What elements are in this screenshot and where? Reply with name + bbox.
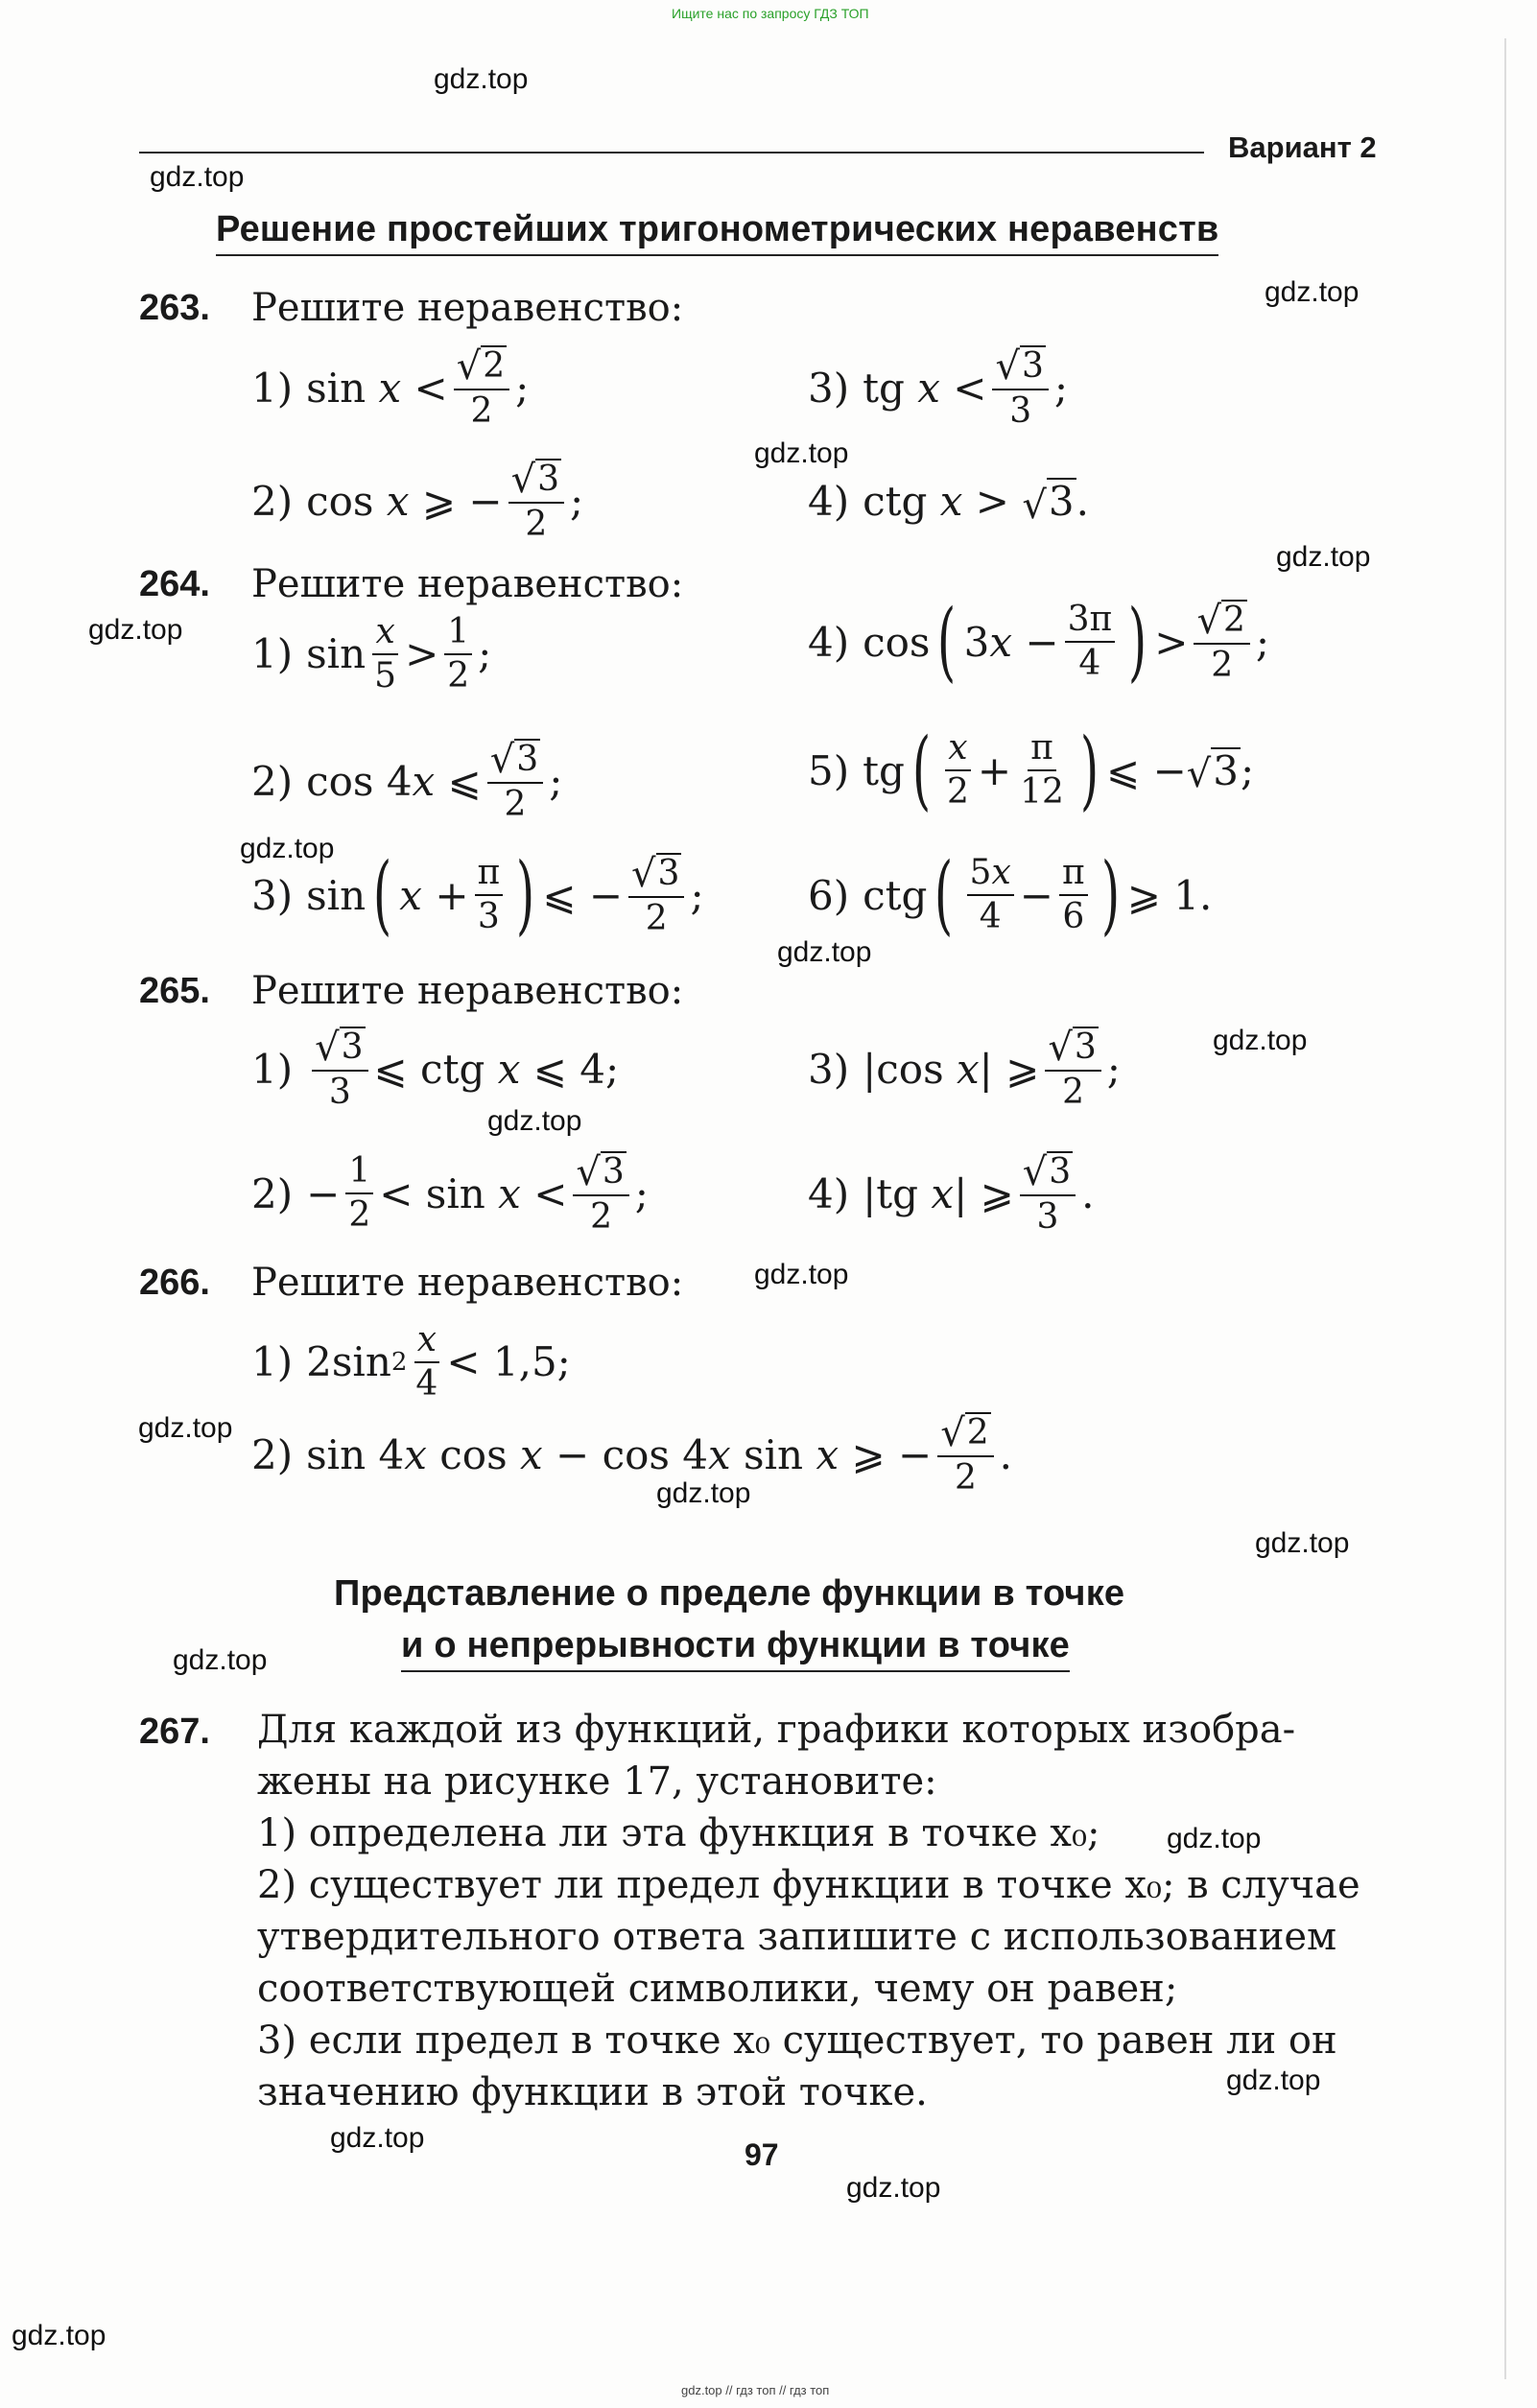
inequality-263-1: 1) sin x < √ 2 2 ; — [251, 343, 530, 432]
inequality-264-4: 4) cos ( 3 x − $\frac{3\pi}{4}$ ) > √ 2 2 ; — [808, 591, 1270, 692]
item-label: 1) — [251, 630, 294, 678]
task-prompt: Решите неравенство: — [251, 286, 684, 330]
variant-label: Вариант 2 — [1228, 130, 1377, 164]
inequality-264-1: 1) sin $\frac{x}{5}$ > $\frac{1}{2}$ ; — [251, 612, 492, 696]
inequality-263-2: 2) cos x ⩾ − √ 3 2 ; — [251, 457, 584, 545]
text-line: Для каждой из функций, графики которых изобра- — [257, 1708, 1296, 1752]
item-label: 1) — [251, 364, 294, 412]
text-line: значению функции в этой точке. — [257, 2070, 928, 2114]
text-line: жены на рисунке 17, установите: — [257, 1759, 937, 1804]
inequality-266-2: 2) sin 4 x cos x − cos 4 x sin x ⩾ − √ 2 2 . — [251, 1410, 1012, 1499]
section-subtitle: и о непрерывности функции в точке — [401, 1625, 1070, 1672]
task-prompt: Решите неравенство: — [251, 1261, 684, 1305]
inequality-264-6: 6) ctg ( $\frac{5x}{4}$ − $\frac{\pi}{6}$ ) ⩾ 1. — [808, 844, 1213, 945]
task-number: 266. — [139, 1263, 210, 1303]
item-label: 4) — [808, 618, 850, 666]
watermark: gdz.top — [88, 614, 183, 646]
item-label: 4) — [808, 478, 850, 525]
watermark: gdz.top — [150, 161, 245, 193]
text-line: соответствующей символики, чему он равен; — [257, 1967, 1178, 2011]
task-number: 265. — [139, 971, 210, 1011]
watermark: gdz.top — [777, 936, 872, 968]
watermark: gdz.top — [434, 63, 529, 95]
watermark: gdz.top — [487, 1105, 582, 1137]
task-prompt: Решите неравенство: — [251, 969, 684, 1013]
item-label: 3) — [808, 364, 850, 412]
item-label: 3) — [808, 1045, 850, 1093]
watermark: gdz.top — [1167, 1823, 1262, 1854]
inequality-263-4: 4) ctg x > √ 3 . — [808, 478, 1089, 528]
item-label: 1) — [251, 1338, 294, 1386]
watermark: gdz.top — [754, 1259, 849, 1290]
item-label: 2) — [251, 757, 294, 805]
item-label: 6) — [808, 871, 850, 919]
item-label: 2) — [251, 477, 294, 525]
watermark: gdz.top — [1226, 2065, 1321, 2096]
task-267-text — [257, 1704, 1360, 2118]
page-number: 97 — [745, 2137, 779, 2172]
inequality-263-3: 3) tg x < √ 3 3 ; — [808, 343, 1069, 432]
item-label: 3) — [251, 871, 294, 919]
watermark: gdz.top — [173, 1644, 268, 1676]
watermark: gdz.top — [1213, 1025, 1308, 1056]
inequality-264-5: 5) tg ( $\frac{x}{2}$ + $\frac{\pi}{12}$ ) ⩽ − √ 3 ; — [808, 720, 1255, 820]
watermark: gdz.top — [1276, 541, 1371, 573]
text-line: 3) если предел в точке x₀ существует, то равен ли он — [257, 2018, 1337, 2063]
watermark: gdz.top — [12, 2320, 106, 2351]
item-label: 2) — [251, 1169, 294, 1217]
inequality-264-2: 2) cos 4 x ⩽ √ 3 2 ; — [251, 737, 563, 825]
watermark: gdz.top — [240, 833, 335, 864]
header-rule — [139, 152, 1204, 153]
watermark: gdz.top — [330, 2122, 425, 2154]
item-label: 2) — [251, 1430, 294, 1478]
section-title: Решение простейших тригонометрических неравенств — [216, 209, 1218, 256]
item-label: 5) — [808, 746, 850, 794]
inequality-265-4: 4) |tg x | ⩾ √ 3 3 . — [808, 1149, 1095, 1238]
watermark: gdz.top — [656, 1477, 751, 1509]
inequality-265-2: 2) − $\frac{1}{2}$ < sin x < √ 3 2 ; — [251, 1149, 649, 1238]
text-line: 2) существует ли предел функции в точке x₀; в случае — [257, 1863, 1360, 1907]
task-number: 264. — [139, 564, 210, 604]
item-label: 4) — [808, 1169, 850, 1217]
watermark: gdz.top — [138, 1412, 233, 1444]
top-banner: Ищите нас по запросу ГДЗ ТОП — [672, 6, 869, 21]
task-prompt: Решите неравенство: — [251, 562, 684, 606]
text-line: 1) определена ли эта функция в точке x₀; — [257, 1811, 1100, 1855]
inequality-264-3: 3) sin ( x + $\frac{\pi}{3}$ ) ⩽ − √ 3 2 ; — [251, 844, 704, 945]
inequality-266-1: 1) 2sin 2 $\frac{x}{4}$ < 1,5; — [251, 1320, 571, 1404]
watermark: gdz.top — [846, 2172, 941, 2204]
task-number: 267. — [139, 1712, 210, 1752]
item-label: 1) — [251, 1045, 294, 1093]
text-line: утвердительного ответа запишите с использованием — [257, 1915, 1337, 1959]
watermark: gdz.top — [1265, 276, 1360, 308]
inequality-265-3: 3) |cos x | ⩾ √ 3 2 ; — [808, 1025, 1121, 1113]
bottom-banner: gdz.top // гдз топ // гдз топ — [681, 2383, 830, 2397]
watermark: gdz.top — [1255, 1527, 1350, 1559]
watermark: gdz.top — [754, 437, 849, 469]
page-edge — [1504, 38, 1506, 2379]
section-title: Представление о пределе функции в точке — [334, 1573, 1125, 1614]
task-number: 263. — [139, 288, 210, 328]
inequality-265-1: 1) √ 3 3 ⩽ ctg x ⩽ 4; — [251, 1025, 620, 1113]
